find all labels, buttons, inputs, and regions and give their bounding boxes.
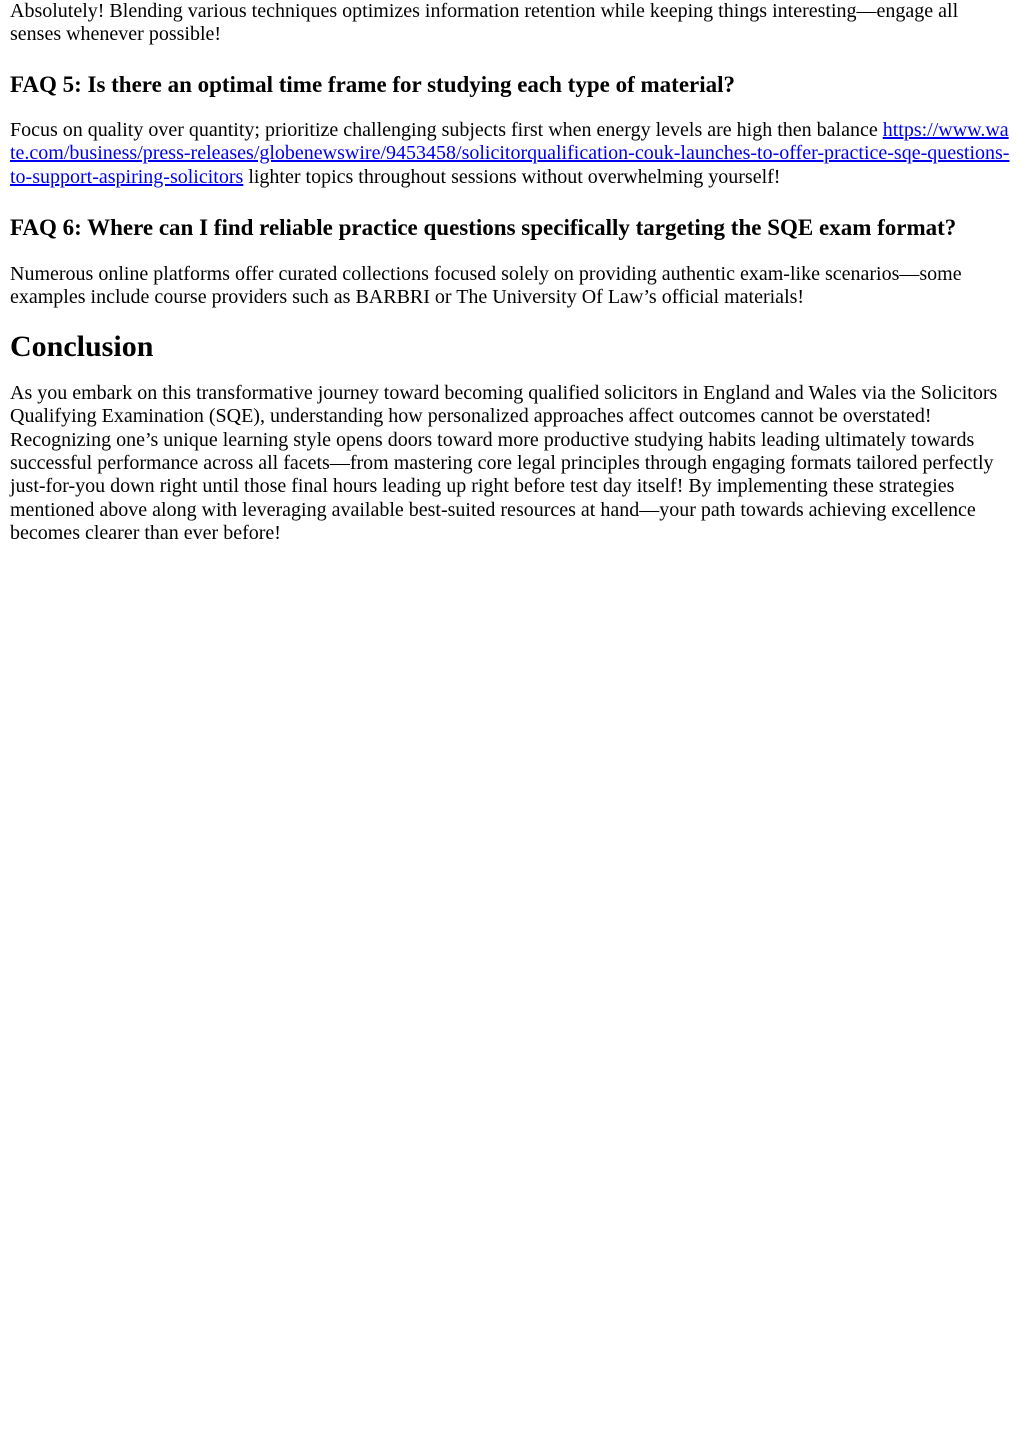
faq-5-answer [10, 119, 1012, 189]
faq-6-answer: Numerous online platforms offer curated collections focused solely on providing authentic exam-like scenarios—some examples include course providers such as BARBRI or The University Of Law’s official materials! [10, 263, 962, 309]
intro-paragraph: Absolutely! Blending various techniques optimizes information retention while keeping things interesting—engage all senses whenever possible! [10, 0, 959, 46]
faq-5-text-before-link: Focus on quality over quantity; prioritize challenging subjects first when energy levels are high then balance [10, 118, 883, 141]
faq-5-text-after-link: lighter topics throughout sessions without overwhelming yourself! [243, 165, 781, 188]
conclusion-paragraph: As you embark on this transformative journey toward becoming qualified solicitors in England and Wales via the Solicitors Qualifying Examination (SQE), understanding how personalized approaches affect outcomes cannot be overstated! Recognizing one’s unique learning style opens doors toward more productive studying habits leading ultimately towards successful performance across all facets—from mastering core legal principles through engaging formats tailored perfectly just-for-you down right until those final hours leading up right before test day itself! By implementing these strategies mentioned above along with leveraging available best-suited resources at hand—your path towards achieving excellence becomes clearer than ever before! [10, 381, 998, 545]
press-release-link[interactable]: https://www.wate.com/business/press-releases/globenewswire/9453458/solicitorqualification-couk-launches-to-offer-practice-sqe-questions-to-support-aspiring-solicitors [10, 118, 1010, 188]
conclusion-heading: Conclusion [10, 329, 154, 363]
faq-6-heading: FAQ 6: Where can I find reliable practice questions specifically targeting the SQE exam format? [10, 215, 957, 241]
faq-5-heading: FAQ 5: Is there an optimal time frame for studying each type of material? [10, 71, 736, 97]
